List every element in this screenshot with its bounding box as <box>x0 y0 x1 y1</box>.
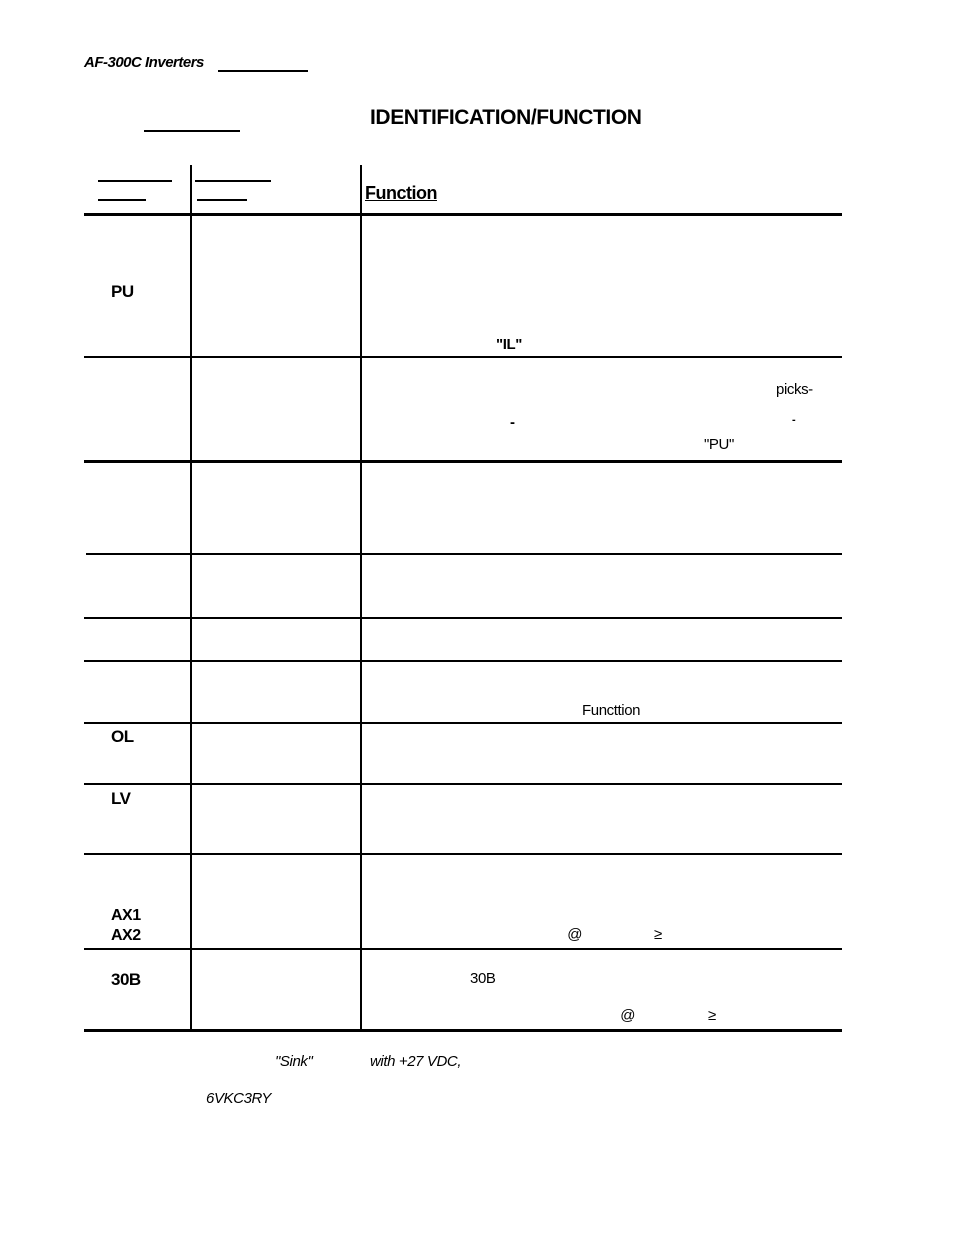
row-divider-5 <box>84 660 842 662</box>
footnote-voltage: with +27 VDC, <box>370 1053 462 1070</box>
row-divider-4 <box>84 617 842 619</box>
row-divider-3 <box>86 553 842 555</box>
terminal-code-pu: PU <box>111 282 134 301</box>
column-divider-1 <box>190 165 192 1031</box>
table-bottom-rule <box>84 1029 842 1032</box>
title-left-underline <box>144 130 240 132</box>
col2-header-line-1 <box>195 180 271 182</box>
terminal-code-ax1: AX1 <box>111 907 141 924</box>
column-divider-2 <box>360 165 362 1031</box>
col2-header-line-2 <box>197 199 247 201</box>
fragment-dash-2: - <box>792 414 796 426</box>
row-divider-2 <box>84 460 842 463</box>
col1-header-line-1 <box>98 180 172 182</box>
column-header-function: Function <box>365 183 437 203</box>
fragment-gte-1: ≥ <box>654 926 662 943</box>
fragment-il: "IL" <box>496 336 522 353</box>
fragment-at-2: @ <box>620 1007 635 1024</box>
fragment-picks: picks- <box>776 381 813 398</box>
row-divider-8 <box>84 853 842 855</box>
fragment-30b: 30B <box>470 970 496 987</box>
page-title: IDENTIFICATION/FUNCTION <box>370 106 642 129</box>
row-divider-7 <box>84 783 842 785</box>
header-underline <box>218 70 308 72</box>
terminal-code-lv: LV <box>111 789 131 808</box>
footnote-part-number: 6VKC3RY <box>206 1090 272 1107</box>
fragment-dash-1: - <box>510 414 515 431</box>
terminal-code-30b: 30B <box>111 970 141 989</box>
fragment-at-1: @ <box>567 926 582 943</box>
fragment-gte-2: ≥ <box>708 1007 716 1024</box>
fragment-function-misspelled: Functtion <box>582 702 641 719</box>
table-top-rule <box>84 213 842 216</box>
fragment-pu-quoted: "PU" <box>704 436 734 453</box>
footnote-sink: "Sink" <box>275 1053 313 1070</box>
row-divider-9 <box>84 948 842 950</box>
row-divider-1 <box>84 356 842 358</box>
row-divider-6 <box>84 722 842 724</box>
terminal-code-ol: OL <box>111 727 134 746</box>
col1-header-line-2 <box>98 199 146 201</box>
terminal-code-ax2: AX2 <box>111 927 141 944</box>
document-header-label: AF-300C Inverters <box>84 54 204 71</box>
